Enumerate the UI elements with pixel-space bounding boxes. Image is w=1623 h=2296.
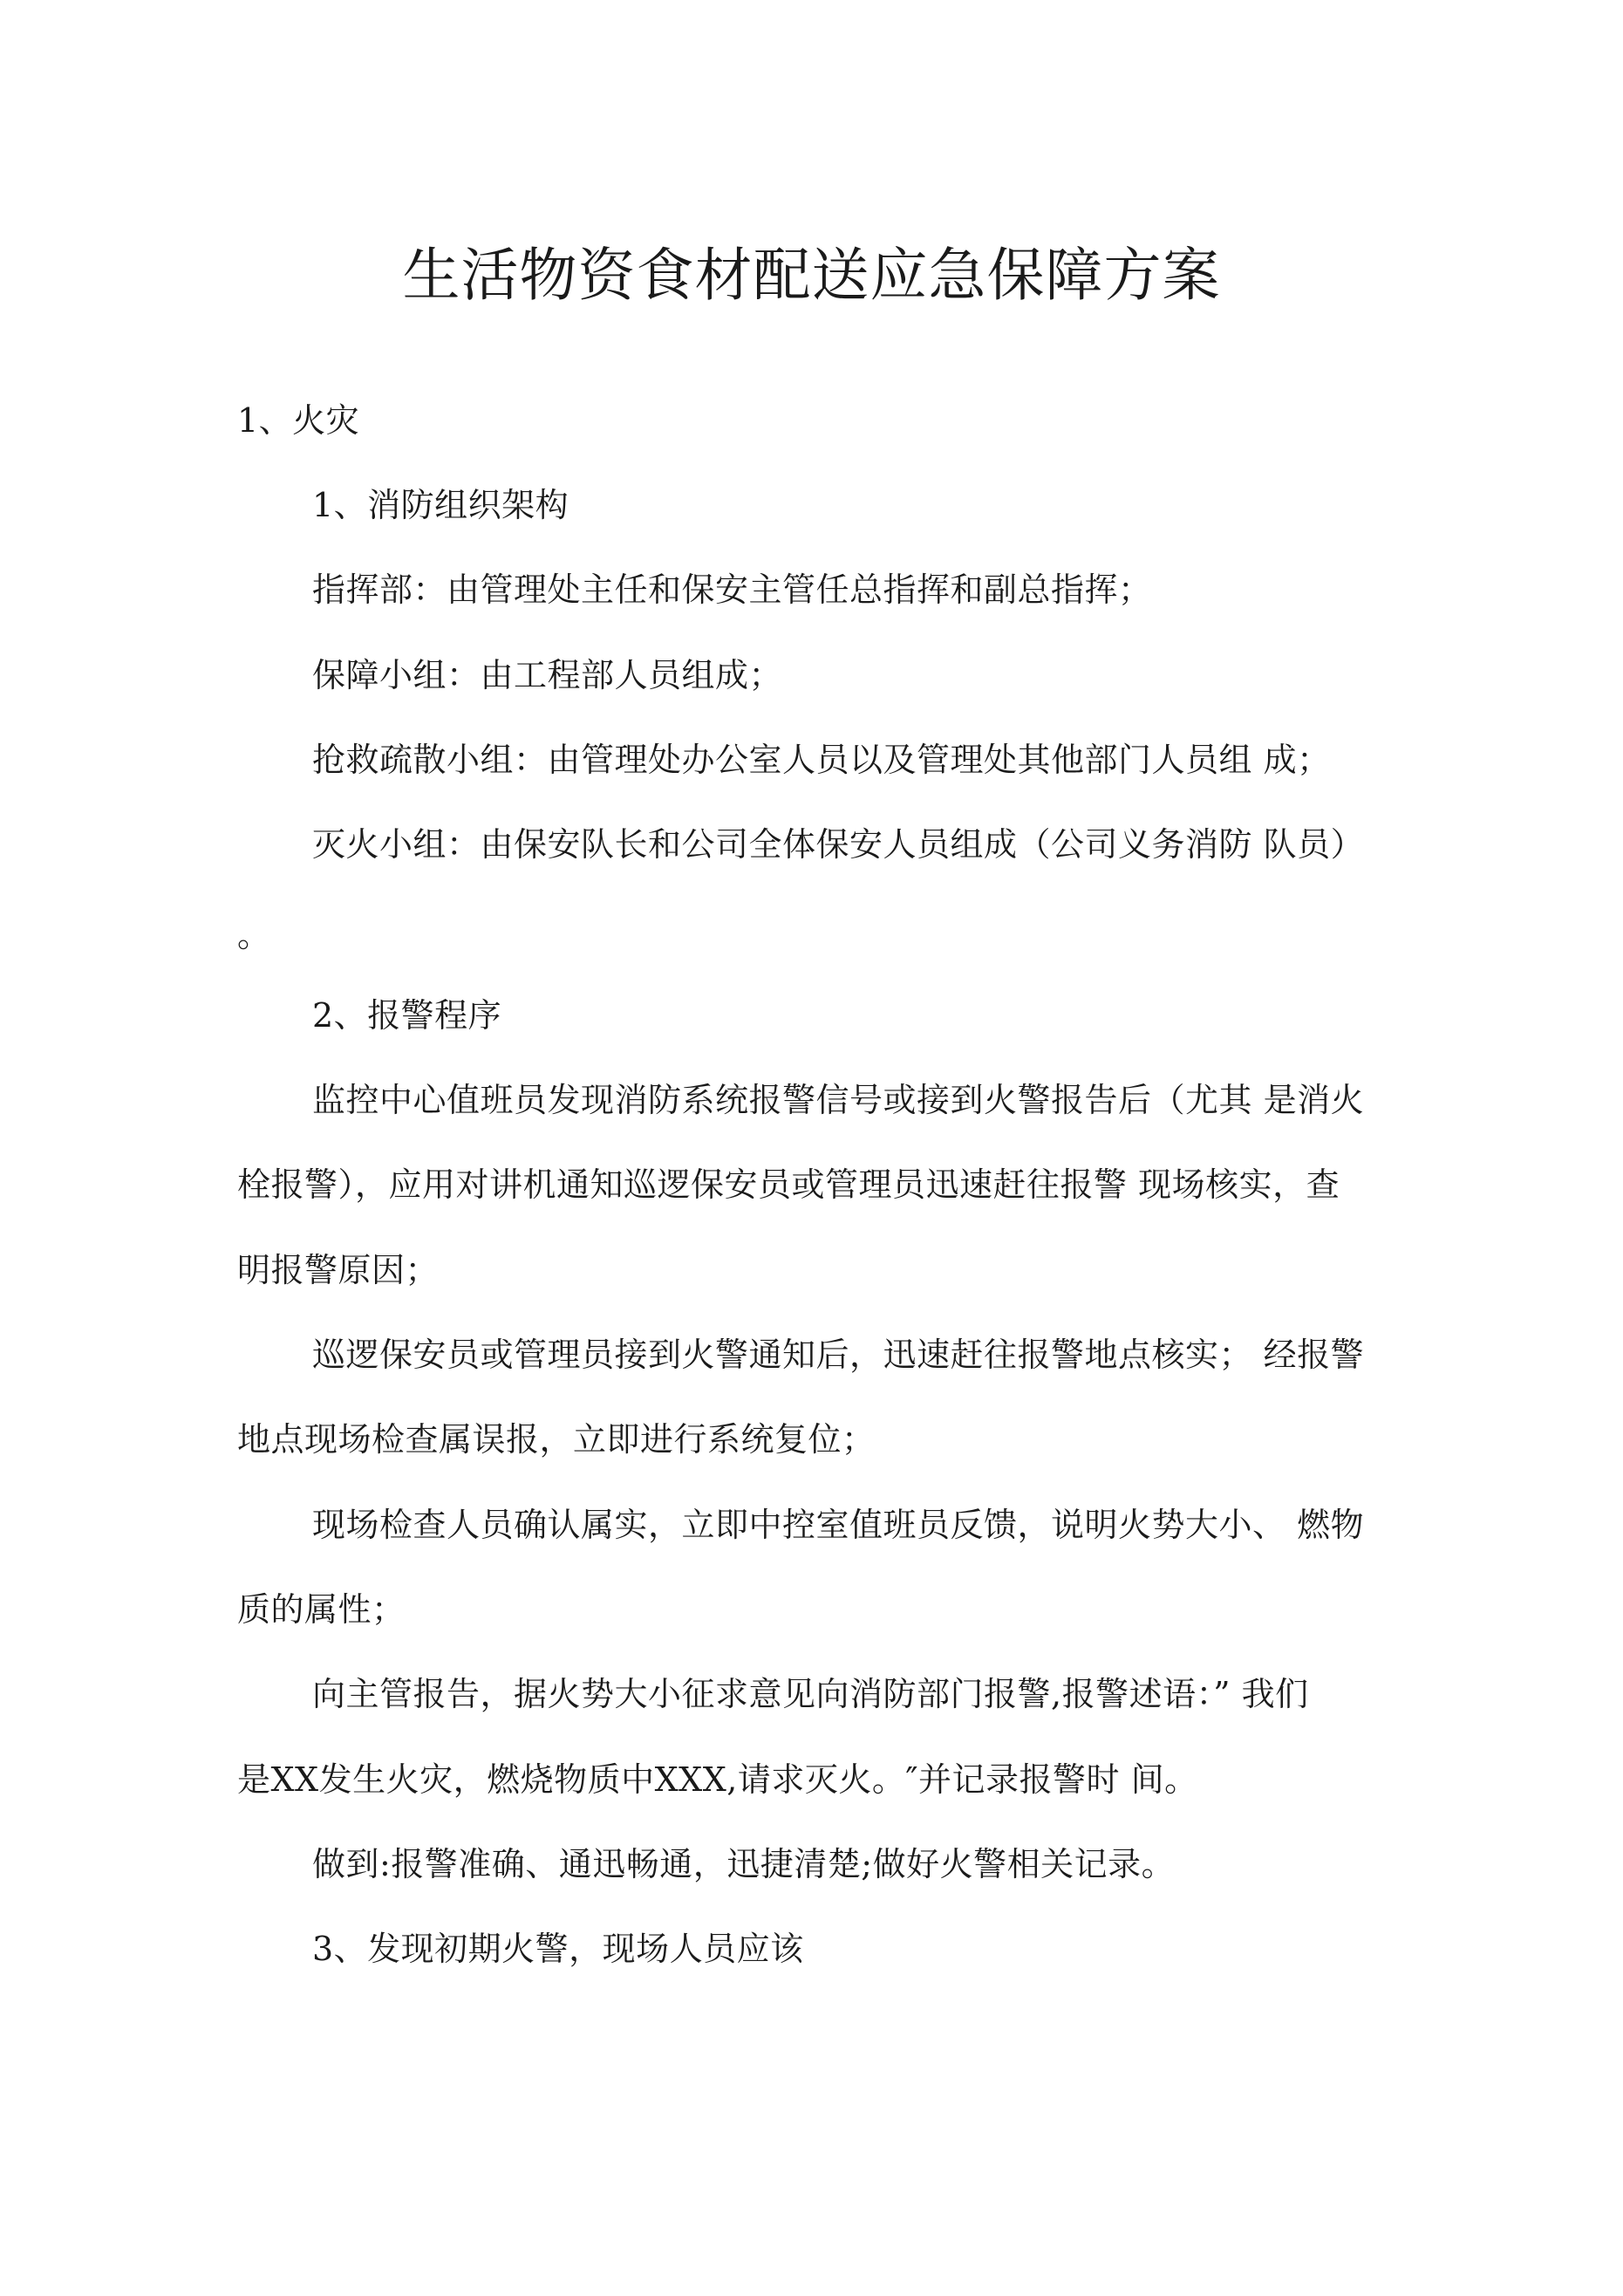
- paragraph-line: 监控中心值班员发现消防系统报警信号或接到火警报告后（尤其 是消火: [312, 1081, 1365, 1119]
- subsection-heading: 3、发现初期火警，现场人员应该: [312, 1930, 804, 1968]
- paragraph-line: 现场检查人员确认属实，立即中控室值班员反馈，说明火势大小、 燃物: [312, 1506, 1365, 1544]
- paragraph-line: 明报警原因；: [237, 1251, 440, 1289]
- paragraph-line: 巡逻保安员或管理员接到火警通知后，迅速赶往报警地点核实； 经报警: [312, 1336, 1365, 1374]
- subsection-heading: 2、报警程序: [312, 996, 502, 1035]
- paragraph-line: 地点现场检查属误报，立即进行系统复位；: [237, 1420, 876, 1459]
- paragraph-line: 是XX发生火灾，燃烧物质中XXX,请求灭火。″并记录报警时 间。: [237, 1760, 1198, 1799]
- section-heading: 1、火灾: [237, 401, 360, 440]
- paragraph-line: 保障小组：由工程部人员组成；: [312, 656, 783, 694]
- paragraph-line: 质的属性；: [237, 1590, 406, 1629]
- paragraph-line: 向主管报告，据火势大小征求意见向消防部门报警,报警述语：” 我们: [312, 1675, 1309, 1713]
- paragraph-line: 抢救疏散小组：由管理处办公室人员以及管理处其他部门人员组 成；: [312, 741, 1331, 779]
- subsection-heading: 1、消防组织架构: [312, 486, 569, 524]
- document-title: 生活物资食材配送应急保障方案: [402, 242, 1221, 309]
- paragraph-line: 灭火小组：由保安队长和公司全体保安人员组成（公司义务消防 队员）: [312, 825, 1365, 864]
- paragraph-line: 。: [237, 916, 271, 954]
- paragraph-line: 指挥部：由管理处主任和保安主管任总指挥和副总指挥；: [312, 571, 1152, 609]
- paragraph-line: 做到:报警准确、通迅畅通，迅捷清楚;做好火警相关记录。: [312, 1845, 1176, 1883]
- paragraph-line: 栓报警），应用对讲机通知巡逻保安员或管理员迅速赶往报警 现场核实，查: [237, 1165, 1340, 1204]
